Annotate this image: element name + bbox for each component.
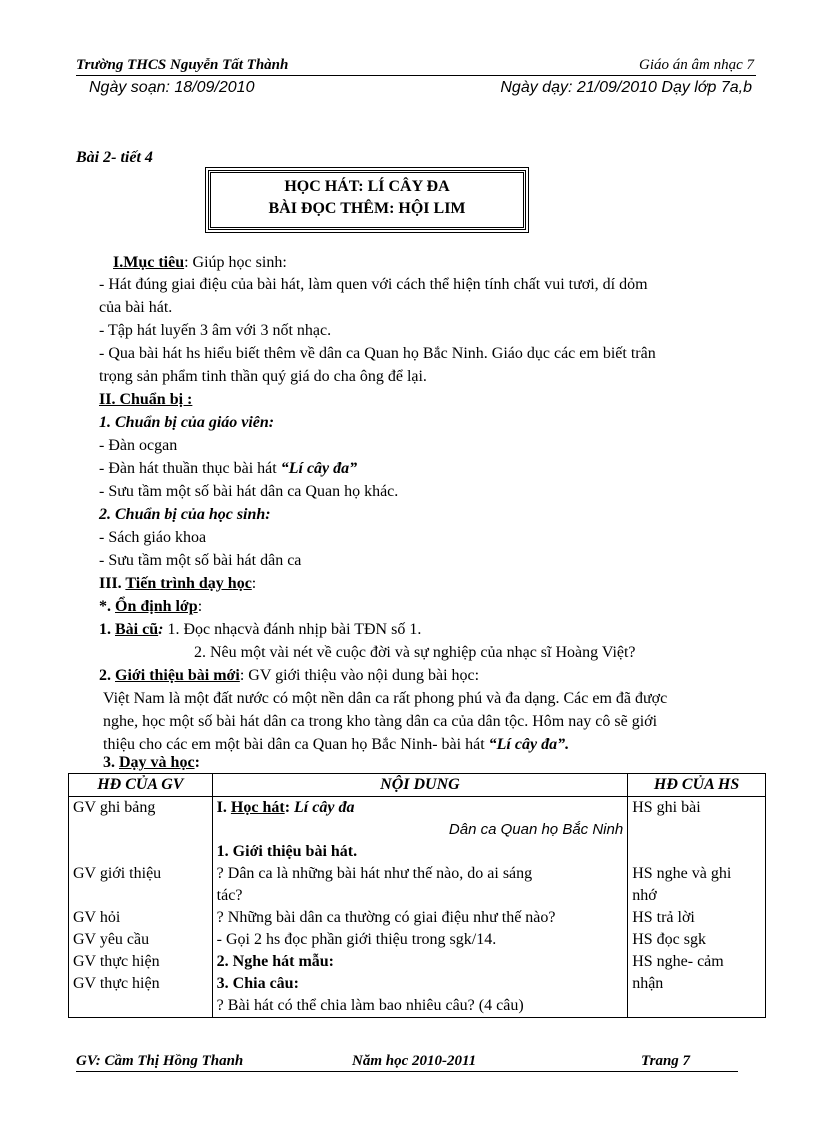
intro-paragraph-3-text: thiệu cho các em một bài dân ca Quan họ Bắc Ninh- bài hát bbox=[103, 736, 489, 753]
title-line-1: HỌC HÁT: LÍ CÂY ĐA bbox=[284, 178, 450, 195]
date-prepared: Ngày soạn: 18/09/2010 bbox=[89, 79, 255, 96]
objectives-heading-line bbox=[113, 252, 287, 274]
footer-teacher: GV: Cầm Thị Hồng Thanh bbox=[76, 1053, 244, 1069]
subject-label: Giáo án âm nhạc 7 bbox=[639, 57, 754, 73]
objective-1b: của bài hát. bbox=[99, 299, 173, 316]
teacher-prep-item-2-text: - Đàn hát thuần thục bài hát bbox=[99, 460, 281, 477]
new-lesson-label: Giới thiệu bài mới bbox=[115, 667, 240, 684]
header-content: NỘI DUNG bbox=[212, 774, 628, 797]
hs-activity: nhớ bbox=[632, 887, 657, 904]
song-name: “Lí cây đa” bbox=[280, 460, 358, 477]
gv-activity bbox=[73, 995, 208, 1017]
content-line: ? Bài hát có thể chia làm bao nhiêu câu? (4 câu) bbox=[216, 997, 524, 1014]
process-heading bbox=[99, 573, 256, 595]
table-header-row bbox=[69, 774, 766, 797]
old-lesson-label: Bài cũ bbox=[115, 621, 159, 638]
stabilize-label: Ổn định lớp bbox=[115, 598, 198, 615]
student-prep-heading: 2. Chuẩn bị của học sinh: bbox=[99, 506, 271, 523]
student-prep-item-1: - Sách giáo khoa bbox=[99, 529, 207, 546]
header-gv: HĐ CỦA GV bbox=[69, 774, 213, 797]
stabilize-line bbox=[99, 596, 202, 618]
footer-rule bbox=[76, 1071, 738, 1072]
content-line bbox=[217, 797, 624, 819]
teach-num: 3. bbox=[103, 754, 119, 771]
hs-activity: HS đọc sgk bbox=[632, 931, 706, 948]
header-rule bbox=[76, 75, 756, 76]
content-section-num: I. bbox=[216, 799, 231, 816]
teacher-prep-item-3: - Sưu tầm một số bài hát dân ca Quan họ khác. bbox=[99, 483, 399, 500]
teacher-prep-heading: 1. Chuẩn bị của giáo viên: bbox=[99, 414, 275, 431]
student-prep-item-2: - Sưu tầm một số bài hát dân ca bbox=[99, 552, 302, 569]
content-line: 1. Giới thiệu bài hát. bbox=[216, 843, 358, 860]
footer-page: Trang 7 bbox=[641, 1053, 691, 1069]
content-column bbox=[212, 797, 628, 1018]
content-song-name: Lí cây đa bbox=[294, 799, 355, 816]
intro-paragraph-1: Việt Nam là một đất nước có một nền dân ca rất phong phú và đa dạng. Các em đã được bbox=[103, 690, 668, 707]
date-taught: Ngày dạy: 21/09/2010 Dạy lớp 7a,b bbox=[500, 79, 752, 96]
gv-activity bbox=[73, 841, 208, 863]
teacher-prep-item-1: - Đàn ocgan bbox=[99, 437, 178, 454]
teach-heading bbox=[103, 752, 200, 774]
hs-activity bbox=[632, 841, 761, 863]
hs-column bbox=[628, 797, 766, 1018]
intro-song-name: “Lí cây đa”. bbox=[488, 736, 570, 753]
hs-activity bbox=[632, 995, 761, 1017]
gv-activity bbox=[73, 819, 208, 841]
objective-3b: trọng sản phẩm tinh thần quý giá do cha ông để lại. bbox=[99, 368, 427, 385]
old-lesson-colon: : bbox=[158, 621, 164, 638]
content-line: Dân ca Quan họ Bắc Ninh bbox=[448, 821, 624, 838]
objective-3a: - Qua bài hát hs hiểu biết thêm về dân ca Quan họ Bắc Ninh. Giáo dục các em biết trân bbox=[99, 345, 656, 362]
gv-activity: GV giới thiệu bbox=[73, 865, 162, 882]
content-line: ? Những bài dân ca thường có giai điệu như thế nào? bbox=[216, 909, 556, 926]
content-line: 2. Nghe hát mẫu: bbox=[216, 953, 335, 970]
lesson-label: Bài 2- tiết 4 bbox=[76, 149, 153, 166]
stabilize-prefix: *. bbox=[99, 598, 115, 615]
new-lesson-intro: : GV giới thiệu vào nội dung bài học: bbox=[239, 667, 480, 684]
objective-2: - Tập hát luyến 3 âm với 3 nốt nhạc. bbox=[99, 322, 332, 339]
teacher-prep-item-2 bbox=[99, 458, 357, 480]
gv-activity: GV hỏi bbox=[73, 909, 121, 926]
table-row bbox=[69, 797, 766, 1018]
objectives-intro: : Giúp học sinh: bbox=[184, 254, 287, 271]
title-box bbox=[208, 170, 526, 230]
teach-label: Dạy và học bbox=[119, 754, 195, 771]
content-line: 3. Chia câu: bbox=[216, 975, 299, 992]
gv-activity bbox=[73, 885, 208, 907]
gv-activity: GV thực hiện bbox=[73, 975, 160, 992]
gv-activity: GV yêu cầu bbox=[73, 931, 150, 948]
intro-paragraph-2: nghe, học một số bài hát dân ca trong kho tàng dân ca của dân tộc. Hôm nay cô sẽ giới bbox=[103, 713, 658, 730]
old-lesson-num: 1. bbox=[99, 621, 115, 638]
content-section-colon: : bbox=[284, 799, 295, 816]
hs-activity: HS nghe và ghi bbox=[632, 865, 732, 882]
teach-colon: : bbox=[194, 754, 200, 771]
preparation-heading: II. Chuẩn bị : bbox=[99, 391, 193, 408]
content-line: - Gọi 2 hs đọc phần giới thiệu trong sgk/14. bbox=[216, 931, 497, 948]
hs-activity: HS nghe- cảm bbox=[632, 953, 724, 970]
old-lesson-q1: 1. Đọc nhạcvà đánh nhịp bài TĐN số 1. bbox=[163, 621, 422, 638]
process-heading-text: Tiến trình dạy học bbox=[125, 575, 252, 592]
gv-activity: GV ghi bảng bbox=[73, 799, 156, 816]
objective-1a: - Hát đúng giai điệu của bài hát, làm quen với cách thể hiện tính chất vui tươi, dí dỏm bbox=[99, 276, 648, 293]
footer-year: Năm học 2010-2011 bbox=[352, 1053, 477, 1069]
lesson-table bbox=[68, 773, 766, 1018]
title-line-2: BÀI ĐỌC THÊM: HỘI LIM bbox=[268, 200, 466, 217]
gv-column bbox=[69, 797, 213, 1018]
hs-activity: nhận bbox=[632, 975, 664, 992]
header-hs: HĐ CỦA HS bbox=[628, 774, 766, 797]
gv-activity: GV thực hiện bbox=[73, 953, 160, 970]
hs-activity: HS trả lời bbox=[632, 909, 695, 926]
new-lesson-num: 2. bbox=[99, 667, 115, 684]
objectives-heading: I.Mục tiêu bbox=[113, 254, 185, 271]
hs-activity bbox=[632, 819, 761, 841]
content-line: tác? bbox=[216, 887, 243, 904]
content-section-label: Học hát bbox=[230, 799, 285, 816]
old-lesson-line bbox=[99, 619, 421, 641]
new-lesson-line bbox=[99, 665, 479, 687]
content-line: ? Dân ca là những bài hát như thế nào, do ai sáng bbox=[216, 865, 533, 882]
process-heading-colon: : bbox=[251, 575, 257, 592]
process-heading-num: III. bbox=[99, 575, 126, 592]
hs-activity: HS ghi bài bbox=[632, 799, 701, 816]
stabilize-colon: : bbox=[197, 598, 203, 615]
old-lesson-q2: 2. Nêu một vài nét về cuộc đời và sự nghiệp của nhạc sĩ Hoàng Việt? bbox=[194, 644, 636, 661]
school-name: Trường THCS Nguyễn Tất Thành bbox=[76, 57, 289, 73]
